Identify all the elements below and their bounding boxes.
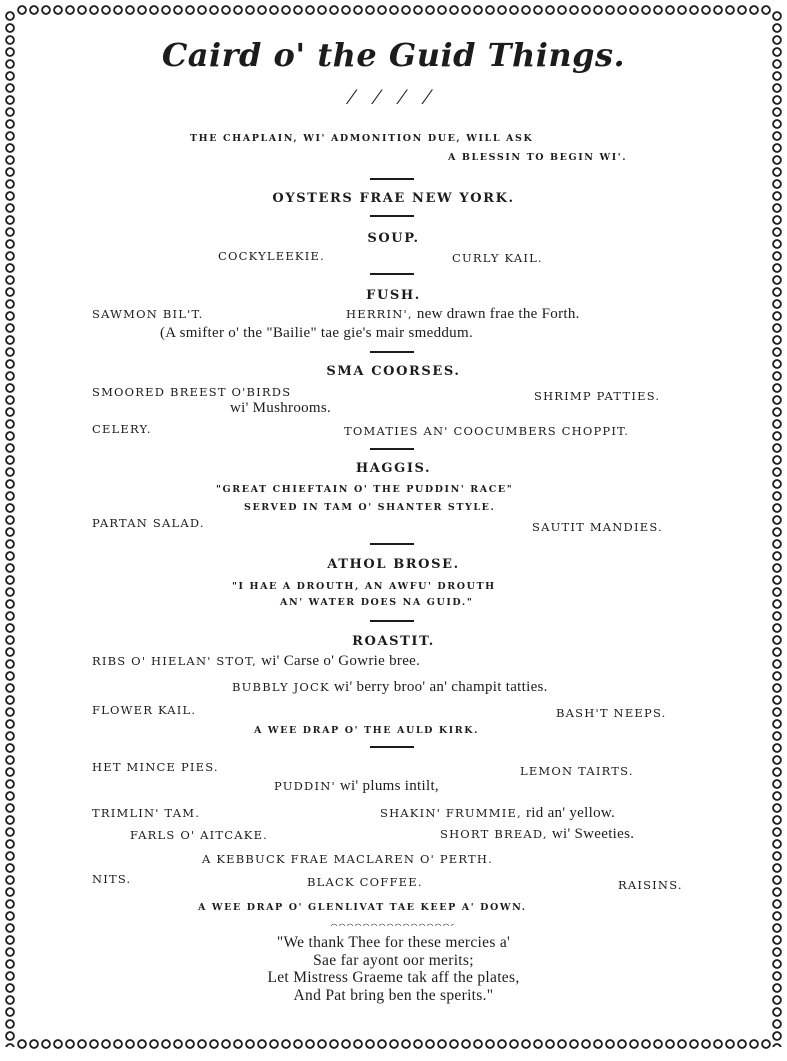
- roastit-auld-kirk: A WEE DRAP O' THE AULD KIRK.: [254, 725, 480, 736]
- grace-line-1: "We thank Thee for these mercies a': [276, 934, 511, 951]
- roastit-neeps: BASH'T NEEPS.: [556, 706, 667, 720]
- soup-heading: SOUP.: [367, 231, 420, 246]
- section-divider: [370, 273, 414, 275]
- section-divider: [370, 543, 414, 545]
- afters-mince-pies: HET MINCE PIES.: [92, 760, 219, 774]
- fush-heading: FUSH.: [366, 288, 421, 303]
- afters-kebbuck: A KEBBUCK FRAE MACLAREN O' PERTH.: [202, 852, 493, 866]
- soup-cockyleekie: COCKYLEEKIE.: [218, 249, 325, 263]
- fush-sawmon: SAWMON BIL'T.: [92, 307, 204, 321]
- afters-shortbread-rest: wi' Sweeties.: [547, 826, 635, 842]
- title-flourish: ⁄ ⁄ ⁄ ⁄: [349, 84, 438, 109]
- afters-raisins: RAISINS.: [618, 878, 683, 892]
- fush-smifter: (A smifter o' the "Bailie" tae gie's mair smeddum.: [160, 325, 473, 341]
- chain-border-bottom: [16, 1037, 771, 1051]
- roastit-flower-kail: FLOWER KAIL.: [92, 703, 197, 717]
- haggis-quote-1: "GREAT CHIEFTAIN O' THE PUDDIN' RACE": [216, 484, 514, 495]
- chain-border-right: [770, 10, 784, 1047]
- section-divider: [370, 746, 414, 748]
- page-title: Caird o' the Guid Things.: [161, 36, 626, 74]
- sma-celery: CELERY.: [92, 422, 152, 436]
- roastit-ribs: [92, 653, 420, 670]
- section-divider: [370, 215, 414, 217]
- afters-lemon-tairts: LEMON TAIRTS.: [520, 764, 634, 778]
- afters-shortbread: [440, 826, 634, 843]
- afters-nits: NITS.: [92, 872, 132, 886]
- section-divider: [370, 620, 414, 622]
- roastit-ribs-caps: RIBS O' HIELAN' STOT,: [92, 654, 258, 668]
- grace-line-3: Let Mistress Graeme tak aff the plates,: [267, 969, 520, 986]
- blessing-line-2: A BLESSIN TO BEGIN WI'.: [448, 152, 628, 163]
- afters-shakin-caps: SHAKIN' FRUMMIE,: [380, 806, 522, 820]
- afters-glenlivat: A WEE DRAP O' GLENLIVAT TAE KEEP A' DOWN.: [198, 902, 527, 913]
- sma-shrimp: SHRIMP PATTIES.: [534, 389, 661, 403]
- haggis-heading: HAGGIS.: [355, 461, 432, 476]
- section-divider: [370, 351, 414, 353]
- athol-brose-heading: ATHOL BROSE.: [327, 557, 460, 572]
- section-divider: [370, 178, 414, 180]
- grace-line-2: Sae far ayont oor merits;: [313, 952, 474, 969]
- afters-farls: FARLS O' AITCAKE.: [130, 828, 269, 842]
- haggis-partan: PARTAN SALAD.: [92, 516, 205, 530]
- afters-shakin: [380, 805, 615, 822]
- chain-border-left: [3, 10, 17, 1047]
- section-divider: [370, 448, 414, 450]
- afters-puddin-rest: wi' plums intilt,: [335, 778, 439, 794]
- sma-tomaties: TOMATIES AN' COOCUMBERS CHOPPIT.: [344, 424, 630, 438]
- haggis-mandies: SAUTIT MANDIES.: [532, 520, 663, 534]
- fush-herrin: [346, 306, 580, 323]
- grace-line-4: And Pat bring ben the sperits.": [293, 987, 494, 1004]
- sma-coorses-heading: SMA COORSES.: [326, 364, 461, 379]
- haggis-quote-2: SERVED IN TAM O' SHANTER STYLE.: [244, 502, 496, 513]
- blessing-line-1: THE CHAPLAIN, WI' ADMONITION DUE, WILL ASK: [190, 133, 534, 144]
- wavy-divider: [330, 920, 454, 926]
- afters-black-coffee: BLACK COFFEE.: [307, 875, 423, 889]
- afters-trimlin-tam: TRIMLIN' TAM.: [92, 806, 201, 820]
- afters-puddin: [274, 778, 439, 795]
- roastit-heading: ROASTIT.: [352, 634, 435, 649]
- roastit-ribs-rest: wi' Carse o' Gowrie bree.: [257, 653, 421, 669]
- afters-shakin-rest: rid an' yellow.: [521, 805, 616, 821]
- fush-herrin-rest: new drawn frae the Forth.: [412, 306, 580, 322]
- fush-herrin-caps: HERRIN',: [346, 307, 413, 321]
- athol-quote-2: AN' WATER DOES NA GUID.": [280, 597, 474, 608]
- athol-quote-1: "I HAE A DROUTH, AN AWFU' DROUTH: [232, 581, 496, 592]
- afters-puddin-caps: PUDDIN': [274, 779, 336, 793]
- afters-shortbread-caps: SHORT BREAD,: [440, 827, 548, 841]
- roastit-bubbly: [232, 679, 548, 696]
- oysters-heading: OYSTERS FRAE NEW YORK.: [272, 191, 515, 206]
- roastit-bubbly-caps: BUBBLY JOCK: [232, 680, 330, 694]
- roastit-bubbly-rest: wi' berry broo' an' champit tatties.: [329, 679, 548, 695]
- sma-breest: SMOORED BREEST O'BIRDS: [92, 385, 292, 399]
- chain-border-top: [16, 3, 771, 17]
- sma-mushrooms: wi' Mushrooms.: [230, 400, 332, 416]
- soup-curly-kail: CURLY KAIL.: [452, 251, 543, 265]
